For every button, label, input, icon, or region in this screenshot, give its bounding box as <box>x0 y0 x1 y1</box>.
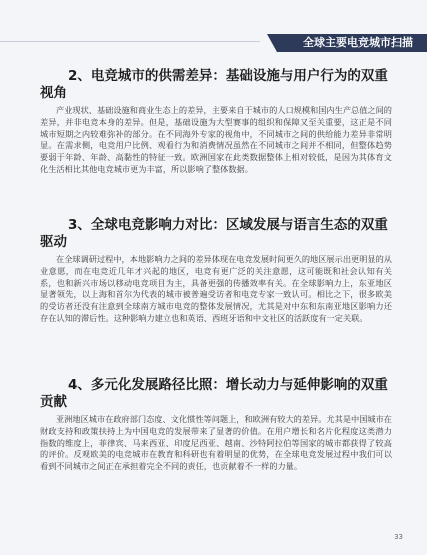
header-rule <box>0 41 260 42</box>
page-number: 33 <box>394 533 403 541</box>
section-heading: 2、电竞城市的供需差异：基础设施与用户行为的双重视角 <box>40 68 388 101</box>
header-banner <box>277 34 427 52</box>
section-heading: 3、全球电竞影响力对比：区域发展与语言生态的双重驱动 <box>40 217 388 250</box>
section-4 <box>40 377 392 473</box>
section-3 <box>40 217 392 325</box>
section-body: 亚洲地区城市在政府部门态度、文化惯性等问题上，和欧洲有较大的差异。尤其是中国城市在财政支持和政策扶持上为中国电竞的发展带来了显著的价值。在用户增长和名片化程度这类潜力指数的维度上，菲律宾、马来西亚、印度尼西亚、越南、沙特阿拉伯等国家的城市都获得了较高的评价。反观欧美的电竞城市在教育和科研也有着明显的优势，在全球电竞发展过程中我们可以看到不同城市之间正在承担着完全不同的责任，也贡献着不一样的力量。 <box>40 414 392 472</box>
header-title: 全球主要电竞城市扫描 <box>303 36 413 49</box>
section-2 <box>40 68 392 176</box>
section-body: 产业现状、基础设施和商业生态上的差异，主要来自于城市的人口规模和国内生产总值之间的差异，并非电竞本身的差异。但是，基础设施为大型赛事的组织和保障又至关重要，这正是不同城市短期之内较难弥补的部分。在不同海外专家的视角中，不同城市之间的供给能力差异非常明显。在需求侧，电竞用户比例、观看行为和消费情况虽然在不同城市之间并不相同，但整体趋势要弱于年龄、年龄、高黏性的特征一致。欧洲国家在此类数据整体上相对较低，是因为其体育文化生活相比其他电竞城市更为丰富，所以影响了整体数据。 <box>40 105 392 174</box>
section-body: 在全球调研过程中，本地影响力之间的差异体现在电竞发展时间更久的地区展示出更明显的从业意愿，而在电竞近几年才兴起的地区，电竞有更广泛的关注意愿，这可能既和社会认知有关系，也和新兴市场以移动电竞项目为主，具备更强的传播效率有关。在全球影响力上，东亚地区显著领先，以上海和首尔为代表的城市被普遍受访者和电竞专家一致认可。相比之下，很多欧美的受访者还没有注意到全球南方城市电竞的整体发展情况，尤其是对中东和东南亚地区影响力还存在认知的滞后性。这种影响力建立也和英语、西班牙语和中文社区的活跃度有一定关联。 <box>40 254 392 323</box>
section-heading: 4、多元化发展路径比照：增长动力与延伸影响的双重贡献 <box>40 377 388 410</box>
